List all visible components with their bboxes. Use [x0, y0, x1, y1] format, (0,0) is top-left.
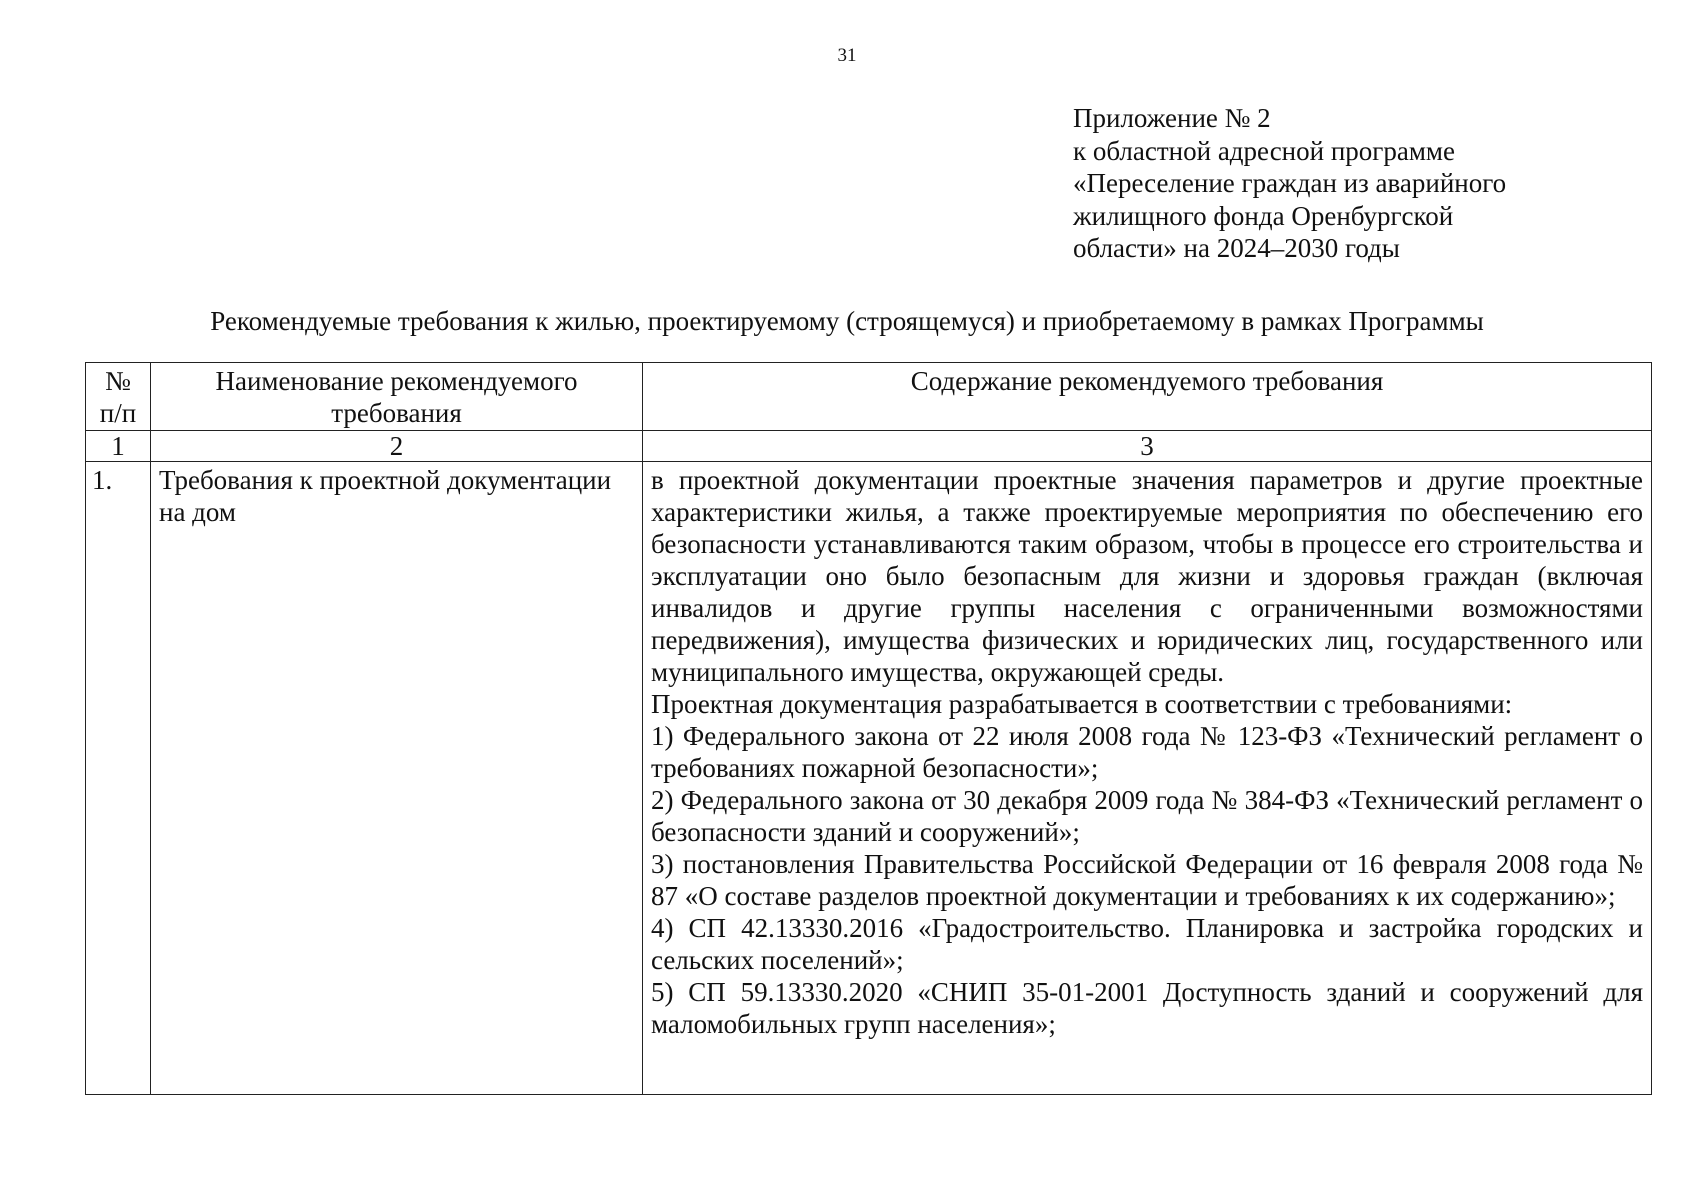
appendix-line: Приложение № 2 [1073, 103, 1271, 133]
content-paragraph: Проектная документация разрабатывается в соответствии с требованиями: [651, 689, 1513, 719]
content-list-item: 5) СП 59.13330.2020 «СНИП 35-01-2001 Доступность зданий и сооружений для маломобильных групп населения»; [651, 977, 1643, 1039]
appendix-line: «Переселение граждан из аварийного [1073, 168, 1507, 198]
row-number: 1. [86, 462, 151, 1095]
content-paragraph: в проектной документации проектные значения параметров и другие проектные характеристики жилья, а также проектируемые мероприятия по обеспечению его безопасности устанавливаются таким образом, чтобы в процессе его строительства и эксплуатации оно было безопасным для жизни и здоровья граждан (включая инвалидов и другие группы населения с ограниченными возможностями передвижения), имущества физических и юридических лиц, государственного или муниципального имущества, окружающей среды. [651, 465, 1643, 687]
document-title: Рекомендуемые требования к жилью, проектируемому (строящемуся) и приобретаемому в рамках Программы [210, 306, 1484, 336]
requirements-table [85, 362, 1652, 1095]
appendix-line: жилищного фонда Оренбургской [1073, 200, 1454, 231]
table-row [86, 462, 1652, 1095]
column-number: 3 [643, 431, 1652, 462]
appendix-line: к областной адресной программе [1073, 135, 1455, 166]
content-list-item: 1) Федерального закона от 22 июля 2008 года № 123-ФЗ «Технический регламент о требованиях пожарной безопасности»; [651, 721, 1643, 783]
column-number: 2 [151, 431, 643, 462]
header-content: Содержание рекомендуемого требования [643, 363, 1652, 431]
page-number: 31 [837, 45, 857, 66]
content-list-item: 3) постановления Правительства Российской Федерации от 16 февраля 2008 года № 87 «О составе разделов проектной документации и требованиях к их содержанию»; [651, 849, 1643, 911]
content-list-item: 2) Федерального закона от 30 декабря 2009 года № 384-ФЗ «Технический регламент о безопасности зданий и сооружений»; [651, 785, 1643, 847]
table-header-row [86, 363, 1652, 431]
requirement-name: Требования к проектной документации на дом [151, 462, 643, 1095]
header-name: Наименование рекомендуемого требования [151, 363, 643, 431]
requirement-content [643, 462, 1652, 1095]
appendix-block [1073, 102, 1633, 265]
content-list-item: 4) СП 42.13330.2016 «Градостроительство. Планировка и застройка городских и сельских поселений»; [651, 913, 1643, 975]
column-numbering-row [86, 431, 1652, 462]
column-number: 1 [86, 431, 151, 462]
appendix-line: области» на 2024–2030 годы [1073, 233, 1400, 263]
header-num: № п/п [86, 363, 151, 431]
